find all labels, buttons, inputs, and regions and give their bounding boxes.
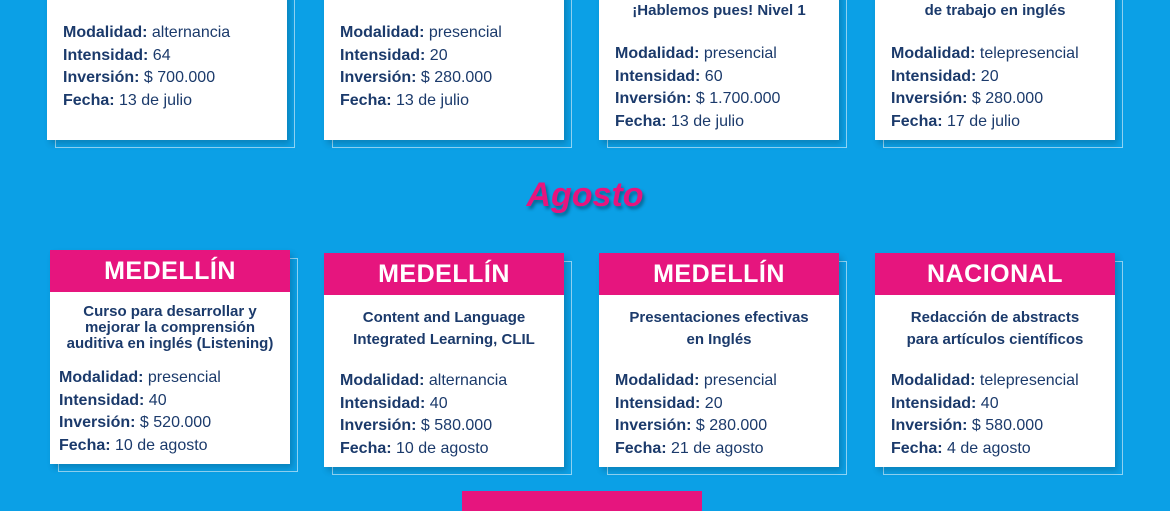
course-card-top-1[interactable] — [47, 0, 287, 140]
course-title: Curso para desarrollar y mejorar la comprensión auditiva en inglés (Listening) — [66, 303, 274, 352]
course-title: Redacción de abstracts para artículos científicos — [906, 309, 1084, 348]
field-intensidad: Intensidad: 40 — [59, 391, 167, 409]
field-inversion: Inversión: $ 700.000 — [63, 69, 216, 86]
field-intensidad: Intensidad: 64 — [63, 46, 171, 64]
course-card-bottom-3[interactable] — [599, 253, 839, 467]
card-body — [50, 250, 290, 464]
month-heading: Agosto — [526, 176, 644, 214]
field-fecha: Fecha: 17 de julio — [891, 112, 1020, 130]
card-body — [599, 253, 839, 467]
card-body — [875, 253, 1115, 467]
card-fields — [340, 22, 558, 112]
course-card-bottom-1[interactable] — [50, 250, 290, 464]
field-inversion: Inversión: $ 1.700.000 — [615, 90, 781, 107]
card-body — [599, 0, 839, 140]
field-intensidad: Intensidad: 40 — [340, 394, 448, 412]
field-fecha: Fecha: 13 de julio — [615, 112, 744, 130]
course-title: Content and Language Integrated Learning, CLIL — [353, 309, 535, 348]
city-header: NACIONAL — [875, 253, 1115, 295]
card-fields — [615, 43, 833, 133]
field-inversion: Inversión: $ 580.000 — [340, 417, 493, 434]
card-body — [324, 253, 564, 467]
card-body — [47, 0, 287, 140]
field-inversion: Inversión: $ 280.000 — [891, 90, 1044, 107]
field-inversion: Inversión: $ 280.000 — [615, 417, 768, 434]
course-card-bottom-2[interactable] — [324, 253, 564, 467]
field-fecha: Fecha: 13 de julio — [340, 91, 469, 109]
field-modalidad: Modalidad: presencial — [340, 24, 502, 41]
city-header: MEDELLÍN — [599, 253, 839, 295]
field-modalidad: Modalidad: presencial — [59, 369, 221, 386]
field-intensidad: Intensidad: 60 — [615, 67, 723, 85]
course-card-top-3[interactable] — [599, 0, 839, 140]
field-intensidad: Intensidad: 20 — [615, 394, 723, 412]
card-body — [324, 0, 564, 140]
field-fecha: Fecha: 10 de agosto — [59, 436, 208, 454]
field-modalidad: Modalidad: alternancia — [340, 372, 508, 389]
field-intensidad: Intensidad: 40 — [891, 394, 999, 412]
course-title: de trabajo en inglés — [924, 2, 1066, 19]
field-intensidad: Intensidad: 20 — [340, 46, 448, 64]
field-intensidad: Intensidad: 20 — [891, 67, 999, 85]
card-fields — [891, 43, 1109, 133]
course-card-top-4[interactable] — [875, 0, 1115, 140]
course-title: ¡Hablemos pues! Nivel 1 — [632, 2, 806, 19]
city-header: MEDELLÍN — [50, 250, 290, 292]
next-section-tab — [462, 491, 702, 511]
card-fields — [615, 370, 833, 460]
field-inversion: Inversión: $ 280.000 — [340, 69, 493, 86]
card-fields — [63, 22, 281, 112]
card-fields — [59, 367, 284, 457]
field-inversion: Inversión: $ 520.000 — [59, 414, 212, 431]
field-fecha: Fecha: 4 de agosto — [891, 439, 1031, 457]
card-fields — [891, 370, 1109, 460]
field-modalidad: Modalidad: telepresencial — [891, 45, 1079, 62]
card-body — [875, 0, 1115, 140]
field-modalidad: Modalidad: presencial — [615, 45, 777, 62]
field-modalidad: Modalidad: alternancia — [63, 24, 231, 41]
city-header: MEDELLÍN — [324, 253, 564, 295]
card-fields — [340, 370, 558, 460]
course-title: Presentaciones efectivas en Inglés — [629, 309, 809, 348]
field-fecha: Fecha: 21 de agosto — [615, 439, 764, 457]
course-card-bottom-4[interactable] — [875, 253, 1115, 467]
field-fecha: Fecha: 10 de agosto — [340, 439, 489, 457]
field-modalidad: Modalidad: presencial — [615, 372, 777, 389]
field-inversion: Inversión: $ 580.000 — [891, 417, 1044, 434]
course-card-top-2[interactable] — [324, 0, 564, 140]
field-fecha: Fecha: 13 de julio — [63, 91, 192, 109]
field-modalidad: Modalidad: telepresencial — [891, 372, 1079, 389]
